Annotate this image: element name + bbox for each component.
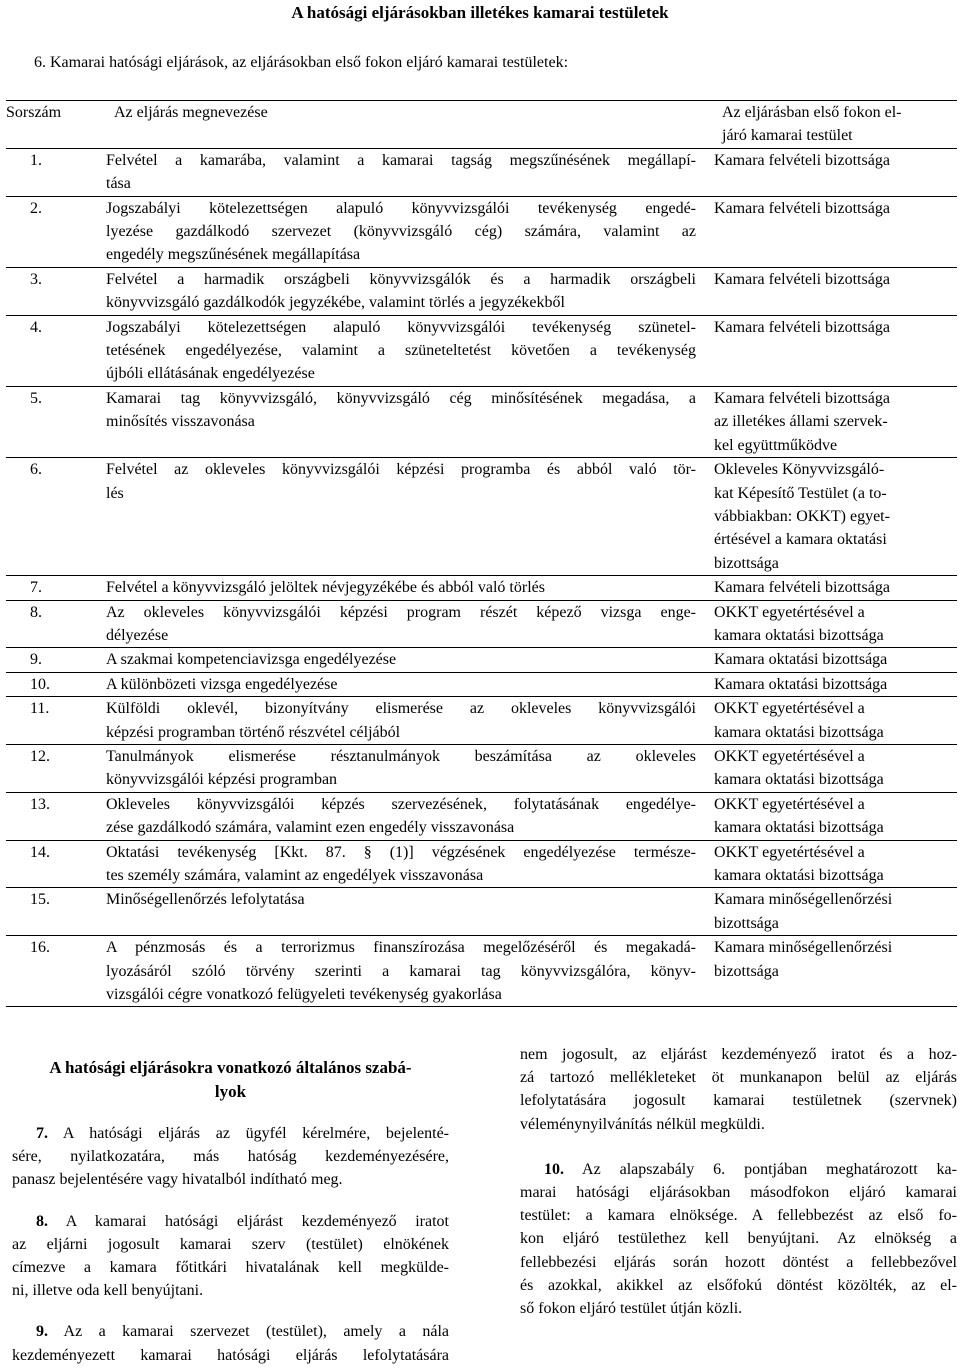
responsible-body: Kamara minőségellenőrzési bizottsága [714,939,893,980]
procedure-name: A különbözeti vizsga engedélyezése [106,675,338,693]
table-row [6,936,957,1007]
row-number: 6. [30,461,42,479]
procedure-name: Felvétel a könyvvizsgáló jelöltek névjegyzékébe és abból való törlés [106,579,545,597]
paragraph-9-continued: nem jogosult, az eljárást kezdeményező iratot és a hoz- zá tartozó mellékleteket öt munkanapon belül az eljárás lefolytatására jogosult kamarai testületnek (szervnek) véleménynyilvánítás nélkül megküldi. [520,1046,957,1133]
row-number: 7. [30,579,42,597]
paragraph-8: 8. A kamarai hatósági eljárást kezdeményező iratot az eljárni jogosult kamarai szerv (testület) elnökének címezve a kamara főtitkári hivatalának kell megkülde- ni, illetve oda kell benyújtani. [12,1212,450,1300]
responsible-body: Kamara oktatási bizottsága [714,675,888,693]
responsible-body: OKKT egyetértésével a kamara oktatási bizottsága [714,603,884,644]
table-row [6,316,957,387]
table-row [6,745,957,793]
procedures-table [6,100,957,1007]
row-number: 13. [30,795,50,813]
row-number: 10. [30,675,50,693]
header-number: Sorszám [6,104,62,121]
responsible-body: Kamara felvételi bizottsága [714,579,890,597]
table-row [6,149,957,197]
procedure-name: Kamarai tag könyvvizsgáló, könyvvizsgáló cég minősítésének megadása, a minősítés visszavonása [106,389,696,431]
table-row [6,268,957,316]
procedure-name: Az okleveles könyvvizsgálói képzési program részét képező vizsga enge- délyezése [106,603,696,644]
row-number: 12. [30,747,50,765]
table-row [6,673,957,697]
procedure-name: Külföldi oklevél, bizonyítvány elismerése az okleveles könyvvizsgálói képzési programban történő részvétel céljából [106,700,696,741]
row-number: 2. [30,199,42,217]
responsible-body: Kamara felvételi bizottsága az illetékes állami szervek- kel együttműködve [714,389,890,454]
responsible-body: Kamara felvételi bizottsága [714,151,890,169]
row-number: 3. [30,270,42,288]
header-procedure: Az eljárás megnevezése [114,104,268,121]
procedure-name: Felvétel a kamarába, valamint a kamarai tagság megszűnésének megállapí- tása [106,151,696,193]
table-header [6,100,957,149]
responsible-body: Kamara felvételi bizottsága [714,270,890,288]
row-number: 1. [30,151,42,169]
table-body [6,149,957,1008]
table-row [6,387,957,458]
procedure-name: Minőségellenőrzés lefolytatása [106,891,305,909]
responsible-body: Okleveles Könyvvizsgáló- kat Képesítő Testület (a to- vábbiakban: OKKT) egyet- értésével a kamara oktatási bizottsága [714,461,890,572]
row-number: 16. [30,939,50,957]
row-number: 5. [30,389,42,407]
procedure-name: A pénzmosás és a terrorizmus finanszírozása megelőzéséről és megakadá- lyozásáról szóló törvény szerinti a kamarai tag könyvvizsgálóra, könyv- vizsgálói cégre vonatkozó felügyeleti tevékenység gyakorlása [106,939,696,1004]
responsible-body: Kamara oktatási bizottsága [714,651,888,669]
row-number: 14. [30,843,50,861]
general-rules-right [520,1043,957,1338]
row-number: 8. [30,603,42,621]
procedure-name: Oktatási tevékenység [Kkt. 87. § (1)] végzésének engedélyezése természe- tes személy számára, valamint az engedélyek visszavonása [106,843,696,884]
responsible-body: OKKT egyetértésével a kamara oktatási bizottsága [714,747,884,789]
table-row [6,841,957,889]
row-number: 4. [30,318,42,336]
paragraph-9: 9. Az a kamarai szervezet (testület), amely a nála kezdeményezett kamarai hatósági eljárás lefolytatására [12,1323,449,1364]
procedure-name: Okleveles könyvvizsgálói képzés szervezésének, folytatásának engedélye- zése gazdálkodó számára, valamint ezen engedély visszavonása [106,795,696,837]
general-rules-heading: A hatósági eljárásokra vonatkozó általános szabá- lyok [49,1058,412,1101]
procedure-name: Jogszabályi kötelezettségen alapuló könyvvizsgálói tevékenység engedé- lyezése gazdálkodó szervezet (könyvvizsgáló cég) számára, valamint az engedély megszűnésének megállapítása [106,199,696,264]
responsible-body: Kamara minőségellenőrzési bizottsága [714,891,893,932]
row-number: 9. [30,651,42,669]
table-row [6,697,957,745]
section-heading: 6. Kamarai hatósági eljárások, az eljárásokban első fokon eljáró kamarai testületek: [34,54,569,71]
responsible-body: Kamara felvételi bizottsága [714,199,890,217]
procedure-name: Tanulmányok elismerése résztanulmányok beszámítása az okleveles könyvvizsgálói képzési programban [106,747,696,789]
row-number: 11. [30,700,50,718]
table-row [6,576,957,600]
paragraph-10: 10. Az alapszabály 6. pontjában meghatározott ka- marai hatósági eljárásokban másodfokon eljáró kamarai testület: a kamara elnöksége. A fellebbezést az első fo- kon eljáró testülethez kell benyújtani. Az elnökség a fellebbezési eljárás során hozott döntést a fellebbezővel és azokkal, akikkel az elsőfokú döntést közölték, az el- ső fokon eljáró testület útján közli. [520,1160,957,1318]
table-row [6,458,957,576]
table-row [6,648,957,672]
table-row [6,601,957,649]
table-row [6,888,957,936]
procedure-name: A szakmai kompetenciavizsga engedélyezése [106,651,397,669]
procedure-name: Felvétel a harmadik országbeli könyvvizsgálók és a harmadik országbeli könyvvizsgáló gazdálkodók jegyzékébe, valamint törlés a jegyzékekből [106,270,696,312]
page-title: A hatósági eljárásokban illetékes kamarai testületek [291,3,669,22]
header-body: Az eljárásban első fokon el- járó kamarai testület [722,104,902,145]
paragraph-7: 7. A hatósági eljárás az ügyfél kérelmére, bejelenté- sére, nyilatkozatára, más hatóság kezdeményezésére, panasz bejelentésére vagy hivatalból indítható meg. [12,1125,449,1189]
general-rules-left [12,1048,449,1367]
table-row [6,793,957,841]
procedure-name: Felvétel az okleveles könyvvizsgálói képzési programba és abból való tör- lés [106,461,696,502]
procedure-name: Jogszabályi kötelezettségen alapuló könyvvizsgálói tevékenység szünetel- tetésének engedélyezése, valamint a szüneteltetést követően a tevékenység újbóli ellátásának engedélyezése [106,318,696,383]
responsible-body: Kamara felvételi bizottsága [714,318,890,336]
row-number: 15. [30,891,50,909]
responsible-body: OKKT egyetértésével a kamara oktatási bizottsága [714,795,884,837]
table-row [6,197,957,268]
responsible-body: OKKT egyetértésével a kamara oktatási bizottsága [714,700,884,741]
responsible-body: OKKT egyetértésével a kamara oktatási bizottsága [714,843,884,884]
